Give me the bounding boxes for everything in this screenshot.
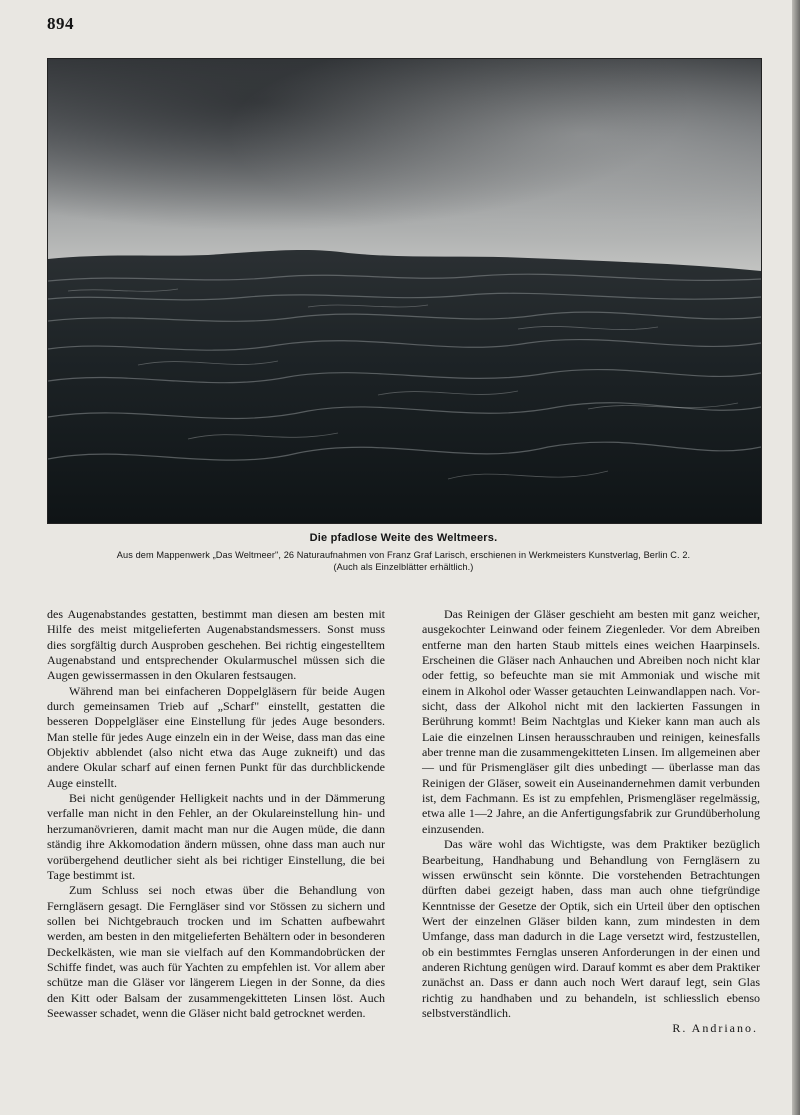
paragraph: Bei nicht genügender Helligkeit nachts und in der Dämmerung verfalle man nicht in den Fehler, an der Okulareinstellung hin- und herzumanövrieren, damit macht man nur die Augen müde, die dann ständig ihre Akkomodation ändern müssen, ohne dass man auch nur vorübergehend deutlicher sieht als bei richtiger Einstellung, die bei Tage bestimmt ist. bbox=[47, 791, 385, 882]
paragraph: Das wäre wohl das Wichtigste, was dem Praktiker bezüglich Bearbeitung, Handhabung und Behandlung von Ferngläsern zu wissen erwünscht sein könnte. Die vorstehenden Betrachtungen dürften dabei gezeigt haben, dass man auch ohne tiefgründige Kenntnisse der Gesetze der Optik, sich ein Urteil über den optischen Wert der einzelnen Gläser bilden kann, zum mindesten in dem Umfange, dass man dadurch in die Lage versetzt wird, festzustellen, ob ein bestimmtes Fernglas unseren Anforderungen in der einen und anderen Richtung genügen wird. Darauf kommt es aber dem Praktiker zunächst an. Dass er dann auch noch Wert darauf legt, sein Glas richtig zu handhaben und zu behandeln, ist schliesslich ebenso selbstverständlich. bbox=[422, 837, 760, 1020]
ocean-photograph bbox=[47, 58, 762, 524]
page-edge-shadow bbox=[792, 0, 800, 1115]
paragraph: Zum Schluss sei noch etwas über die Behandlung von Ferngläsern gesagt. Die Ferngläser sind vor Stössen zu sichern und sollen bei Nichtgebrauch trocken und im Schatten aufbewahrt werden, am besten in den mitgelieferten Behältern oder in besonderen Deckelkästen, wie man sie vielfach auf den Kommandobrücken der Schiffe findet, was auch für Yachten zu empfehlen ist. Vor allem aber schütze man die Gläser vor längerem Liegen in der Sonne, da dies den Kitt oder Balsam der zusammengekitteten Linsen löst. Auch Seewasser schadet, wenn die Gläser nicht bald getrocknet werden. bbox=[47, 883, 385, 1020]
page-number: 894 bbox=[47, 14, 74, 33]
paragraph: Während man bei einfacheren Doppelgläsern für beide Augen durch gemeinsamen Trieb auf „Scharf" einstellt, gestatten die besseren Doppelgläser eine Einstellung für jedes Auge besonders. Man stelle für jedes Auge einzeln ein in der Weise, dass man das eine Objektiv abblendet (also nicht etwa das Auge zukneift) und das andere Okular scharf auf einen fernen Punkt für das durchblickende Auge einstellt. bbox=[47, 683, 385, 790]
paragraph: Das Reinigen der Gläser geschieht am besten mit ganz weicher, ausgekochter Leinwand oder feinem Ziegenleder. Vor dem Abreiben entferne man den harten Staub mittels eines weichen Haarpinsels. Erscheinen die Gläser nach Anhauchen und Abreiben noch nicht klar oder fettig, so befeuchte man sie mit Ammoniak und wische mit einem in Alkohol oder Wasser getauchten Leinwandlappen nach. Vorsicht, dass der Alkohol nicht mit den lackierten Fassungen in Berührung kommt! Beim Nachtglas und Kieker kann man auch als Laie die einzelnen Linsen herausschrauben und reinigen, keinesfalls aber trenne man die zusammengekitteten Linsen. Im allgemeinen aber — und für Prismengläser gilt dies unbedingt — überlasse man das Reinigen der Gläser, soweit ein Auseinandernehmen damit verbunden ist, dem Fachmann. Es ist zu empfehlen, Prismengläser regelmässig, etwa alle 1—2 Jahre, an die Anfertigungsfabrik zur Grundüberholung einzusenden. bbox=[422, 607, 760, 836]
figure-note: (Auch als Einzelblätter erhältlich.) bbox=[333, 562, 474, 572]
figure-credit: Aus dem Mappenwerk „Das Weltmeer", 26 Naturaufnahmen von Franz Graf Larisch, erschienen in Werkmeisters Kunstverlag, Berlin C. 2. bbox=[116, 550, 691, 560]
left-text-column bbox=[47, 607, 385, 1021]
figure-title: Die pfadlose Weite des Weltmeers. bbox=[309, 532, 498, 544]
ocean-photo-illustration bbox=[48, 59, 761, 523]
right-text-column bbox=[422, 607, 760, 1037]
author-signature: R. Andriano. bbox=[672, 1021, 758, 1036]
figure-caption bbox=[47, 532, 760, 573]
paragraph: des Augenabstandes gestatten, bestimmt man diesen am besten mit Hilfe des meist mitgelieferten Augenabstandsmessers. Sonst muss dies sorgfältig durch Ausproben geschehen. Bei richtig eingestelltem Augenabstand und entsprechender Okularmuschel müssen sich die Augen gewissermassen in den Okularen festsaugen. bbox=[47, 607, 385, 683]
